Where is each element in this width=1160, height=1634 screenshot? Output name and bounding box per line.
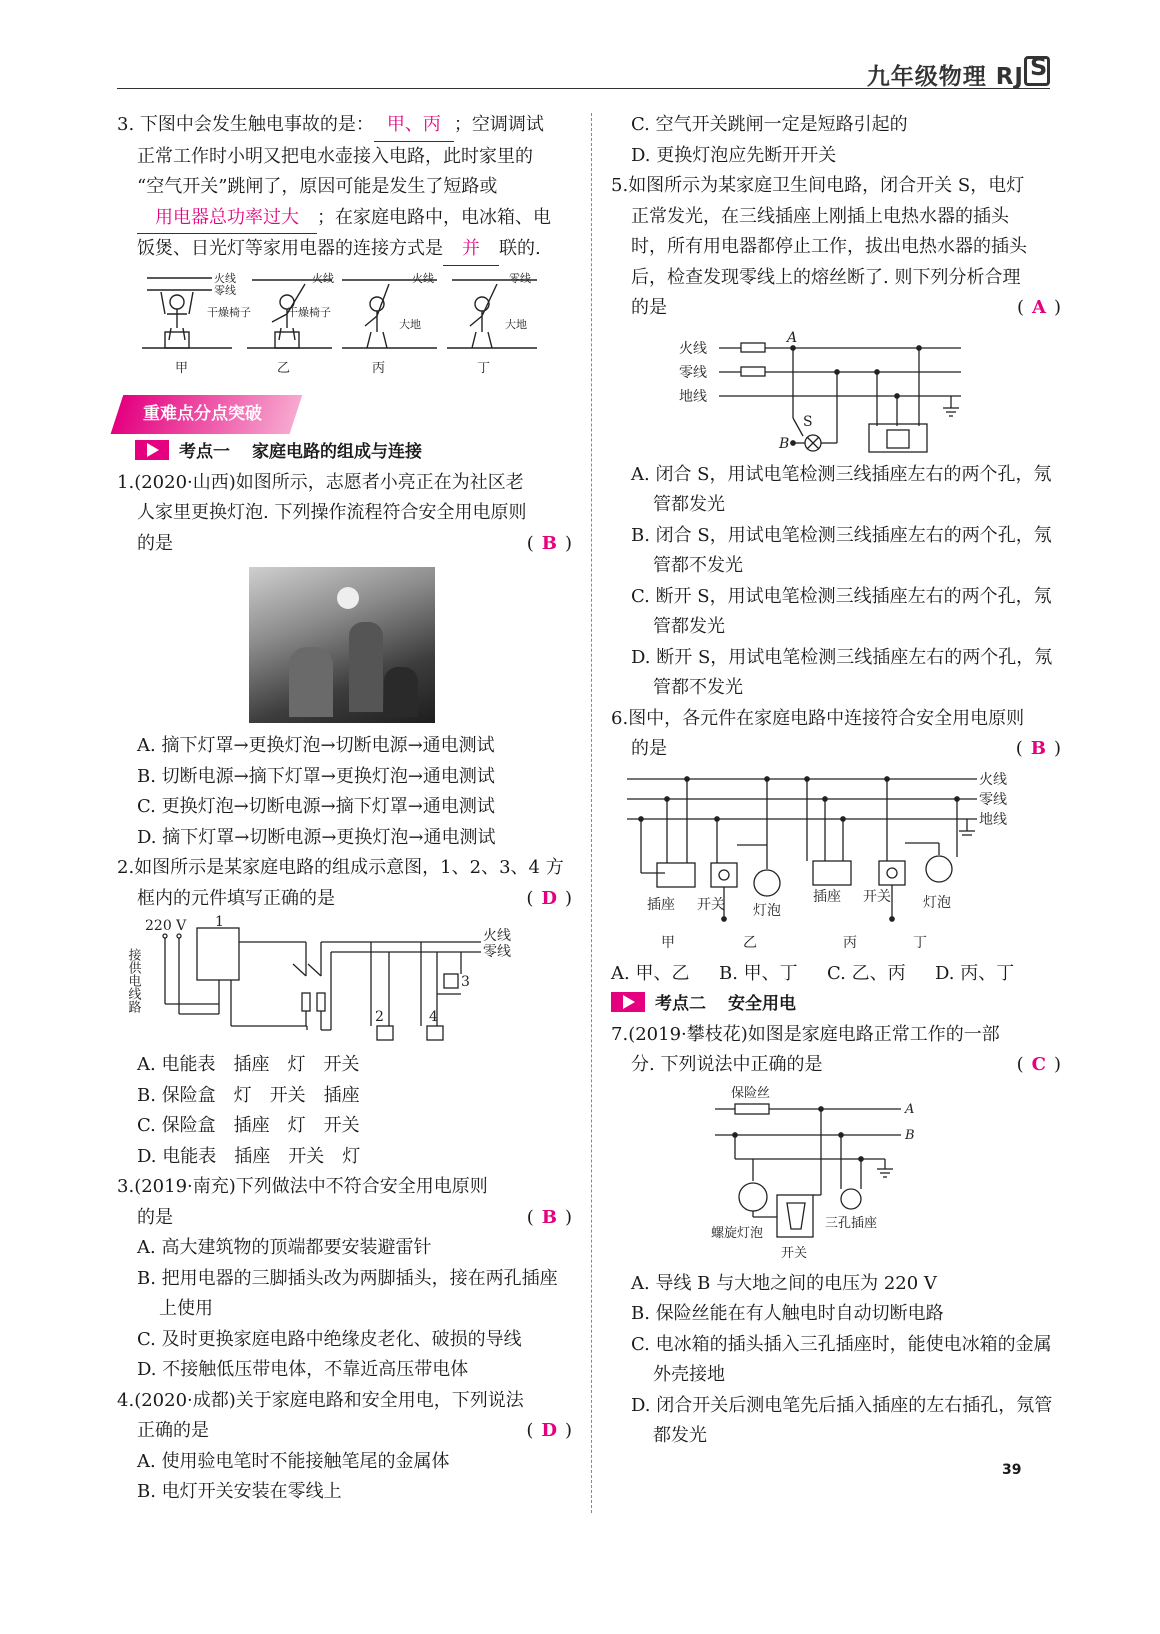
question-2: 2.如图所示是某家庭电路的组成示意图，1、2、3、4 方 框内的元件填写正确的是 ( D ) 220 V 1 2 3 4 火线 零线 接供电线路 A. 电能表 插座 灯 开关 B. 保险盒 灯 开关 插座 C. 保险盒 插座 灯 开关 D. 电能表 插座 开关 灯 [117, 853, 572, 1172]
answer-blank-3: 并 [443, 234, 499, 266]
option: C. 及时更换家庭电路中绝缘皮老化、破损的导线 [137, 1328, 522, 1350]
shock-scenarios-figure [137, 270, 557, 385]
question-4: 4.(2020·成都)关于家庭电路和安全用电，下列说法 正确的是 ( D ) A. 使用验电笔时不能接触笔尾的金属体 B. 电灯开关安装在零线上 [117, 1386, 572, 1508]
answer-blank-2: 用电器总功率过大 [137, 203, 317, 235]
svg-text:丙: 丙 [372, 360, 386, 376]
svg-text:4: 4 [429, 1009, 438, 1025]
play-arrow-icon [135, 440, 169, 460]
publisher-logo-icon [1024, 56, 1050, 86]
option: B. 切断电源→摘下灯罩→更换灯泡→通电测试 [137, 765, 495, 787]
svg-text:火线: 火线 [412, 271, 434, 285]
svg-text:灯泡: 灯泡 [753, 902, 781, 919]
option: B. 把用电器的三脚插头改为两脚插头，接在两孔插座上使用 [137, 1267, 558, 1319]
right-column [611, 110, 1061, 1452]
svg-text:丙: 丙 [843, 934, 857, 951]
option: C. 乙、丙 [827, 962, 906, 984]
option: B. 保险盒 灯 开关 插座 [137, 1084, 360, 1106]
svg-text:1: 1 [215, 914, 224, 930]
page-header-title: 九年级物理 RJ [866, 64, 1024, 90]
option: C. 保险盒 插座 灯 开关 [137, 1115, 360, 1136]
svg-text:丁: 丁 [477, 360, 491, 376]
answer-mark: A [1032, 297, 1046, 318]
option: A. 导线 B 与大地之间的电压为 220 V [631, 1272, 937, 1294]
svg-text:A: A [905, 1101, 915, 1117]
svg-text:火线: 火线 [312, 271, 334, 285]
answer-mark: B [541, 532, 557, 554]
option: D. 摘下灯罩→切断电源→更换灯泡→通电测试 [137, 826, 496, 848]
option: B. 甲、丁 [719, 962, 798, 984]
svg-text:灯泡: 灯泡 [923, 894, 951, 911]
option: C. 电冰箱的插头插入三孔插座时，能使电冰箱的金属外壳接地 [631, 1333, 1052, 1385]
household-wiring-figure [701, 1085, 961, 1265]
svg-text:火线: 火线 [483, 928, 511, 944]
option: A. 电能表 插座 灯 开关 [137, 1054, 360, 1075]
svg-text:开关: 开关 [697, 896, 725, 913]
option: B. 保险丝能在有人触电时自动切断电路 [631, 1303, 944, 1324]
svg-text:地线: 地线 [679, 388, 707, 405]
question-5: 5.如图所示为某家庭卫生间电路，闭合开关 S，电灯 正常发光，在三线插座上刚插上电热水器的插头 时，所有用电器都停止工作，拔出电热水器的插头 后，检查发现零线上的熔丝断了. 则下列分析合理 的是 ( A ) 火线 零线 地线 A B S A. 闭合 S，用试电笔检测三线插座左右的两个孔，氖管都发光 B. 闭合 S，用试电笔检测三线插座左右的两个孔，氖管都不发光 C. 断开 S，用试电笔检测三线插座左右的两个孔，氖管都发光 D. 断开 S，用试电笔检测三线插座左右的两个孔，氖管都不发光 [611, 171, 1061, 704]
option: B. 闭合 S，用试电笔检测三线插座左右的两个孔，氖管都不发光 [631, 524, 1052, 576]
option: A. 使用验电笔时不能接触笔尾的金属体 [137, 1450, 450, 1472]
option: C. 断开 S，用试电笔检测三线插座左右的两个孔，氖管都发光 [631, 585, 1052, 637]
option: C. 空气开关跳闸一定是短路引起的 [631, 114, 908, 135]
household-circuit-figure [125, 914, 531, 1046]
svg-text:B: B [779, 435, 790, 452]
svg-text:地线: 地线 [979, 811, 1007, 828]
svg-text:插座: 插座 [647, 896, 675, 913]
svg-text:开关: 开关 [781, 1245, 808, 1261]
svg-text:保险丝: 保险丝 [731, 1085, 771, 1101]
column-divider [591, 113, 592, 1513]
answer-mark: D [541, 1420, 557, 1441]
svg-text:乙: 乙 [277, 360, 291, 376]
section-banner: 重难点分点突破 [111, 395, 303, 434]
header-rule [117, 88, 1050, 89]
photo-volunteer-changing-bulb [249, 567, 435, 723]
svg-text:火线: 火线 [679, 340, 707, 357]
option: C. 更换灯泡→切断电源→摘下灯罩→通电测试 [137, 796, 495, 817]
option: D. 断开 S，用试电笔检测三线插座左右的两个孔，氖管都不发光 [631, 646, 1053, 698]
page-number: 39 [1002, 1462, 1022, 1478]
svg-text:三孔插座: 三孔插座 [825, 1215, 878, 1231]
svg-text:220 V: 220 V [145, 918, 187, 934]
answer-mark: C [1031, 1054, 1046, 1075]
svg-text:干燥椅子: 干燥椅子 [207, 305, 251, 319]
svg-text:零线: 零线 [679, 364, 707, 381]
component-connection-figure [617, 769, 1037, 955]
svg-text:插座: 插座 [813, 888, 841, 905]
svg-text:螺旋灯泡: 螺旋灯泡 [711, 1225, 764, 1241]
question-3-fill: 3. 下图中会发生触电事故的是： 甲、丙 ；空调调试 正常工作时小明又把电水壶接入电路，此时家里的 “空气开关”跳闸了，原因可能是发生了短路或 用电器总功率过大 ；在家庭电路中，电冰箱、电 饭煲、日光灯等家用电器的连接方式是 并 联的. 火线 零线 干燥椅子 火线 干燥椅子 火线 大地 零线 大地 甲 乙 丙 丁 [117, 110, 572, 385]
svg-text:零线: 零线 [214, 283, 236, 297]
svg-text:A: A [787, 329, 798, 346]
answer-mark: B [1030, 738, 1046, 759]
option: B. 电灯开关安装在零线上 [137, 1481, 342, 1502]
svg-text:开关: 开关 [863, 888, 891, 905]
bathroom-circuit-figure [679, 328, 979, 456]
svg-text:零线: 零线 [483, 944, 511, 960]
svg-text:火线: 火线 [979, 771, 1007, 788]
option: D. 电能表 插座 开关 灯 [137, 1145, 361, 1167]
option: A. 甲、乙 [611, 962, 690, 984]
svg-text:大地: 大地 [505, 317, 527, 331]
option: D. 更换灯泡应先断开开关 [631, 144, 837, 166]
svg-text:甲: 甲 [661, 934, 675, 951]
left-column [117, 110, 572, 1508]
option: A. 高大建筑物的顶端都要安装避雷针 [137, 1237, 432, 1258]
key-point-2-heading: 考点二 安全用电 [611, 989, 1061, 1020]
svg-text:乙: 乙 [743, 934, 757, 951]
svg-text:零线: 零线 [979, 791, 1007, 808]
question-3: 3.(2019·南充)下列做法中不符合安全用电原则 的是 ( B ) A. 高大建筑物的顶端都要安装避雷针 B. 把用电器的三脚插头改为两脚插头，接在两孔插座上使用 C. 及时更换家庭电路中绝缘皮老化、破损的导线 D. 不接触低压带电体，不靠近高压带电体 [117, 1172, 572, 1386]
option: D. 不接触低压带电体，不靠近高压带电体 [137, 1359, 469, 1380]
svg-text:零线: 零线 [509, 271, 531, 285]
question-1: 1.(2020·山西)如图所示，志愿者小亮正在为社区老 人家里更换灯泡. 下列操作流程符合安全用电原则 的是 ( B ) A. 摘下灯罩→更换灯泡→切断电源→通电测试 B. 切断电源→摘下灯罩→更换灯泡→通电测试 C. 更换灯泡→切断电源→摘下灯罩→通电测试 D. 摘下灯罩→切断电源→更换灯泡→通电测试 [117, 468, 572, 854]
play-arrow-icon [611, 992, 645, 1012]
answer-mark: D [541, 887, 557, 909]
svg-text:丁: 丁 [913, 934, 927, 951]
svg-text:大地: 大地 [399, 317, 421, 331]
option: D. 丙、丁 [935, 962, 1015, 984]
svg-text:3: 3 [461, 974, 470, 990]
svg-text:火线: 火线 [214, 271, 236, 285]
option: A. 闭合 S，用试电笔检测三线插座左右的两个孔，氖管都发光 [631, 463, 1052, 515]
option: D. 闭合开关后测电笔先后插入插座的左右插孔，氖管都发光 [631, 1394, 1053, 1446]
svg-text:B: B [905, 1127, 915, 1143]
svg-text:接供电线路: 接供电线路 [125, 948, 141, 1013]
key-point-1-heading: 考点一 家庭电路的组成与连接 [117, 437, 572, 468]
question-6: 6.图中，各元件在家庭电路中连接符合安全用电原则 的是 ( B ) 火线 零线 地线 插座 开关 灯泡 插座 开关 灯泡 甲 乙 丙 丁 A. 甲、乙 B. 甲、丁 C. 乙、丙 D. 丙、丁 [611, 704, 1061, 990]
svg-text:S: S [803, 413, 813, 430]
svg-text:干燥椅子: 干燥椅子 [287, 305, 331, 319]
answer-blank-1: 甲、丙 [374, 110, 454, 142]
option: A. 摘下灯罩→更换灯泡→切断电源→通电测试 [137, 735, 495, 756]
svg-text:2: 2 [375, 1009, 384, 1025]
answer-mark: B [541, 1206, 557, 1228]
svg-text:甲: 甲 [175, 360, 189, 376]
question-7: 7.(2019·攀枝花)如图是家庭电路正常工作的一部 分. 下列说法中正确的是 ( C ) 保险丝 A B 螺旋灯泡 开关 三孔插座 A. 导线 B 与大地之间的电压为 220 V B. 保险丝能在有人触电时自动切断电路 C. 电冰箱的插头插入三孔插座时，能使电冰箱的金属外壳接地 D. 闭合开关后测电笔先后插入插座的左右插孔，氖管都发光 [611, 1020, 1061, 1452]
